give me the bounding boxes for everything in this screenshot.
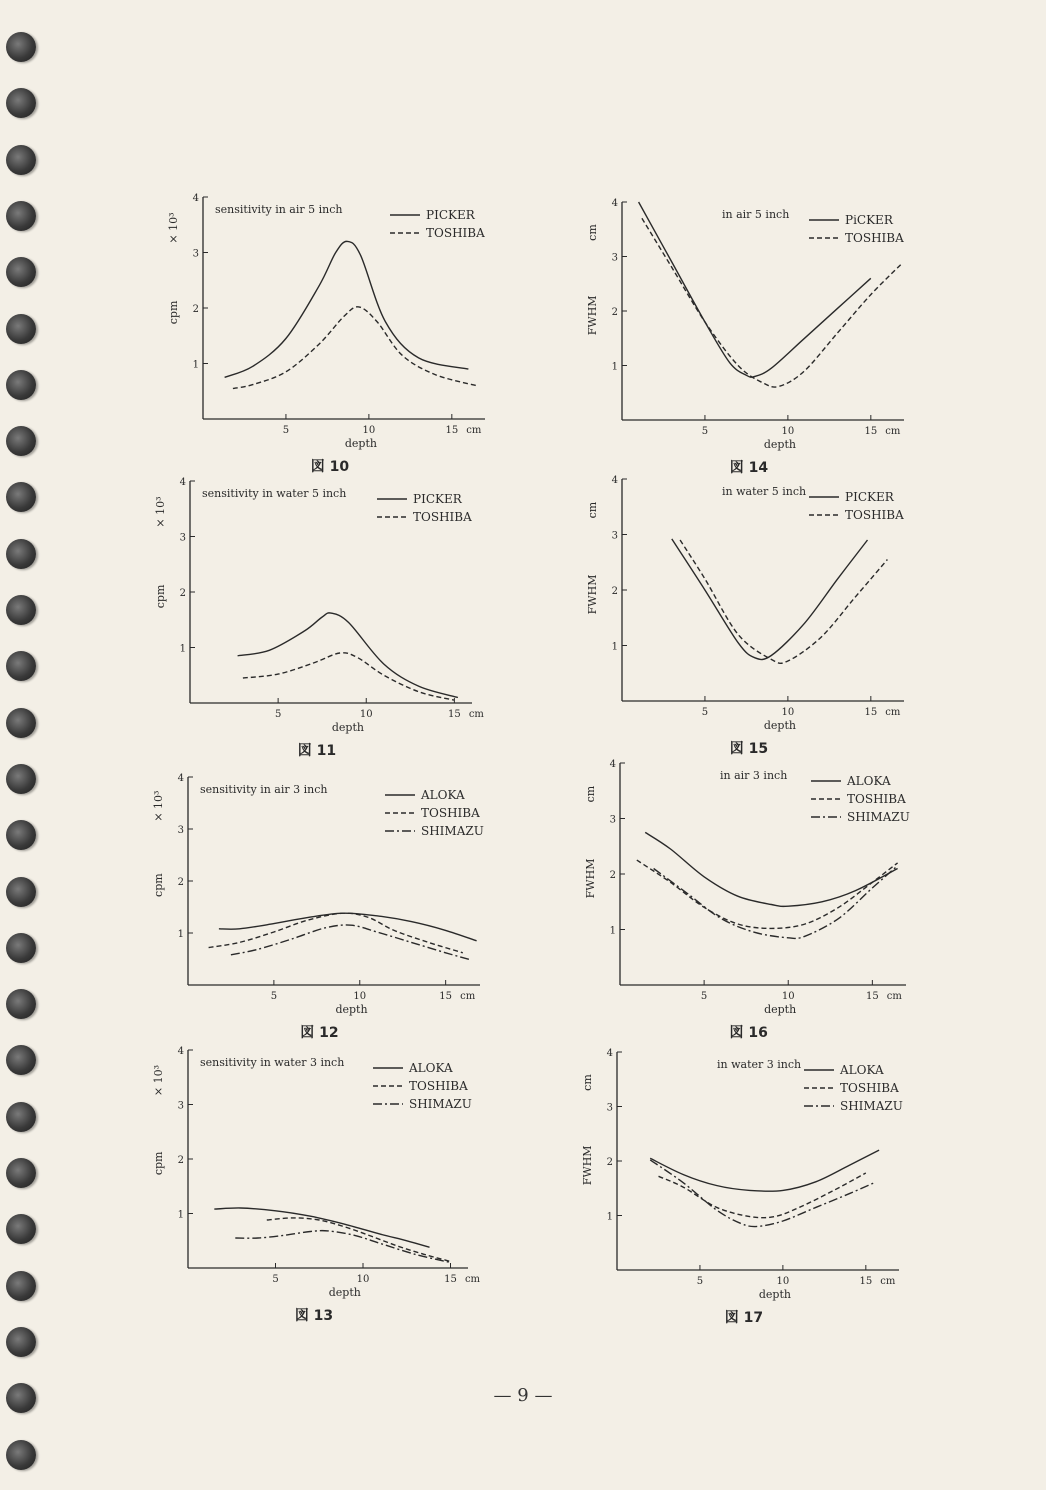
x-tick-label: 5 (274, 709, 282, 720)
y-axis-label: cpm (154, 584, 167, 609)
y-axis-label: cpm (167, 300, 180, 325)
y-unit-label: cm (586, 501, 599, 519)
y-tick-label: 4 (611, 198, 618, 209)
x-tick-label: 5 (700, 991, 708, 1002)
series-line-toshiba (637, 860, 898, 928)
series-line-toshiba (267, 1218, 451, 1262)
page-number: — 9 — (493, 1385, 553, 1406)
x-axis-label: depth (763, 719, 796, 732)
y-tick-label: 1 (606, 1211, 613, 1223)
y-unit-label: × 10³ (152, 790, 165, 822)
legend-label-shimazu: SHIMAZU (421, 824, 484, 838)
x-tick-label: 10 (362, 425, 376, 436)
y-tick-label: 3 (609, 814, 616, 826)
series-line-shimazu (654, 866, 898, 939)
legend-label-toshiba: TOSHIBA (845, 231, 904, 245)
x-tick-label: 15 (444, 1274, 457, 1285)
y-tick-label: 1 (177, 1209, 184, 1221)
y-tick-label: 2 (177, 1155, 184, 1166)
y-axis-label: FWHM (586, 574, 599, 615)
legend-label-toshiba: TOSHIBA (409, 1079, 468, 1093)
y-tick-label: 3 (606, 1102, 613, 1114)
chart-title: in water 5 inch (722, 485, 807, 498)
y-tick-label: 2 (611, 586, 618, 597)
legend-label-aloka: ALOKA (409, 1061, 453, 1075)
y-tick-label: 1 (192, 359, 199, 371)
x-tick-label: 10 (781, 426, 795, 437)
y-tick-label: 3 (192, 248, 199, 260)
legend-label-toshiba: TOSHIBA (421, 806, 480, 820)
y-tick-label: 1 (611, 361, 618, 373)
y-unit-label: × 10³ (154, 496, 167, 528)
chart-title: sensitivity in air 5 inch (215, 203, 343, 216)
chart-fig11 (154, 477, 484, 759)
x-tick-label: 15 (448, 709, 461, 720)
x-unit-label: cm (886, 991, 902, 1002)
y-unit-label: × 10³ (152, 1064, 165, 1097)
chart-fig16 (584, 759, 910, 1041)
figure-caption: 図 15 (729, 741, 769, 757)
y-tick-label: 2 (606, 1157, 613, 1168)
x-tick-label: 10 (776, 1276, 790, 1287)
chart-fig15 (586, 475, 904, 757)
series-line-picker (672, 539, 868, 660)
x-axis-label: depth (763, 438, 796, 451)
series-line-picker (238, 613, 458, 698)
y-tick-label: 3 (179, 532, 186, 544)
y-axis-label: cpm (152, 1151, 165, 1176)
x-axis-label: depth (764, 1003, 797, 1016)
x-tick-label: 15 (439, 991, 453, 1002)
chart-title: in water 3 inch (717, 1058, 802, 1071)
x-unit-label: cm (885, 707, 901, 718)
x-unit-label: cm (464, 1274, 481, 1285)
x-tick-label: 5 (270, 991, 278, 1002)
y-axis-label: FWHM (584, 858, 597, 899)
legend-label-aloka: ALOKA (847, 774, 891, 788)
x-tick-label: 5 (701, 707, 709, 718)
legend-label-shimazu: SHIMAZU (840, 1099, 903, 1113)
y-tick-label: 4 (179, 477, 186, 488)
legend-label-toshiba: TOSHIBA (847, 792, 906, 806)
legend-label-picker: PiCKER (845, 213, 893, 227)
chart-title: sensitivity in air 3 inch (200, 783, 328, 796)
y-tick-label: 4 (177, 773, 184, 784)
legend-label-toshiba: TOSHIBA (426, 226, 485, 240)
x-tick-label: 15 (865, 991, 879, 1002)
y-unit-label: cm (586, 224, 599, 241)
y-tick-label: 4 (192, 193, 199, 204)
y-unit-label: cm (584, 785, 597, 803)
x-tick-label: 5 (282, 425, 290, 436)
x-tick-label: 15 (864, 707, 878, 718)
y-tick-label: 1 (179, 643, 186, 655)
figure-caption: 図 10 (310, 459, 350, 475)
y-tick-label: 4 (611, 475, 618, 486)
y-tick-label: 4 (609, 759, 616, 770)
x-axis-label: depth (331, 721, 364, 734)
series-line-picker (225, 241, 469, 377)
y-tick-label: 1 (611, 641, 618, 653)
series-line-toshiba (209, 913, 463, 953)
x-tick-label: 5 (701, 426, 709, 437)
legend-label-picker: PICKER (413, 492, 462, 506)
legend-label-shimazu: SHIMAZU (409, 1097, 472, 1111)
y-axis-label: cpm (152, 873, 165, 897)
figure-caption: 図 11 (297, 743, 337, 759)
series-line-aloka (645, 832, 897, 906)
y-unit-label: cm (581, 1074, 594, 1091)
x-unit-label: cm (885, 426, 901, 437)
x-tick-label: 15 (859, 1276, 873, 1287)
y-unit-label: × 10³ (167, 212, 180, 244)
x-tick-label: 10 (359, 709, 373, 720)
y-tick-label: 2 (179, 588, 186, 599)
x-tick-label: 15 (864, 426, 878, 437)
x-unit-label: cm (460, 991, 476, 1002)
figure-caption: 図 17 (724, 1310, 764, 1326)
x-unit-label: cm (466, 425, 482, 436)
chart-title: in air 3 inch (720, 769, 788, 782)
series-line-shimazu (231, 925, 472, 960)
legend-label-picker: PICKER (426, 208, 475, 222)
legend-label-picker: PICKER (845, 490, 894, 504)
x-tick-label: 10 (781, 707, 795, 718)
x-axis-label: depth (328, 1286, 361, 1299)
y-tick-label: 3 (611, 252, 618, 264)
chart-fig10 (167, 193, 485, 475)
y-tick-label: 3 (611, 530, 618, 542)
x-tick-label: 15 (445, 425, 459, 436)
legend-label-toshiba: TOSHIBA (413, 510, 472, 524)
chart-title: in air 5 inch (722, 208, 790, 221)
figure-caption: 図 16 (729, 1025, 768, 1041)
y-tick-label: 4 (606, 1048, 613, 1059)
x-axis-label: depth (344, 437, 377, 450)
y-tick-label: 3 (177, 825, 184, 836)
series-line-toshiba (659, 1173, 866, 1218)
y-tick-label: 4 (177, 1046, 184, 1057)
chart-title: sensitivity in water 5 inch (202, 487, 347, 500)
legend-label-toshiba: TOSHIBA (845, 508, 904, 522)
series-line-toshiba (233, 307, 477, 389)
legend-label-aloka: ALOKA (421, 788, 465, 802)
y-tick-label: 1 (609, 925, 616, 937)
y-tick-label: 2 (177, 877, 184, 888)
figure-caption: 図 14 (729, 460, 769, 476)
x-tick-label: 5 (696, 1276, 704, 1287)
y-tick-label: 2 (611, 307, 618, 318)
series-line-toshiba (243, 653, 455, 700)
y-tick-label: 2 (192, 304, 199, 315)
legend-label-aloka: ALOKA (840, 1063, 884, 1077)
y-axis-label: FWHM (581, 1145, 594, 1186)
series-line-picker (639, 202, 871, 377)
series-line-aloka (214, 1208, 429, 1247)
chart-fig13 (152, 1046, 481, 1324)
y-axis-label: FWHM (586, 295, 599, 336)
chart-fig17 (581, 1048, 903, 1326)
x-tick-label: 10 (353, 991, 367, 1002)
figure-caption: 図 12 (300, 1025, 339, 1041)
x-axis-label: depth (335, 1003, 368, 1016)
series-line-shimazu (235, 1231, 450, 1263)
y-tick-label: 2 (609, 870, 616, 881)
x-unit-label: cm (880, 1276, 896, 1287)
legend-label-shimazu: SHIMAZU (847, 810, 910, 824)
x-axis-label: depth (758, 1288, 791, 1301)
chart-title: sensitivity in water 3 inch (200, 1056, 345, 1069)
figure-caption: 図 13 (294, 1308, 334, 1324)
x-tick-label: 10 (356, 1274, 370, 1285)
y-tick-label: 3 (177, 1100, 184, 1112)
y-tick-label: 1 (177, 929, 184, 940)
x-tick-label: 10 (781, 991, 795, 1002)
legend-label-toshiba: TOSHIBA (840, 1081, 899, 1095)
x-unit-label: cm (468, 709, 484, 720)
chart-fig14 (586, 198, 904, 476)
chart-fig12 (152, 773, 484, 1041)
x-tick-label: 5 (272, 1274, 279, 1285)
